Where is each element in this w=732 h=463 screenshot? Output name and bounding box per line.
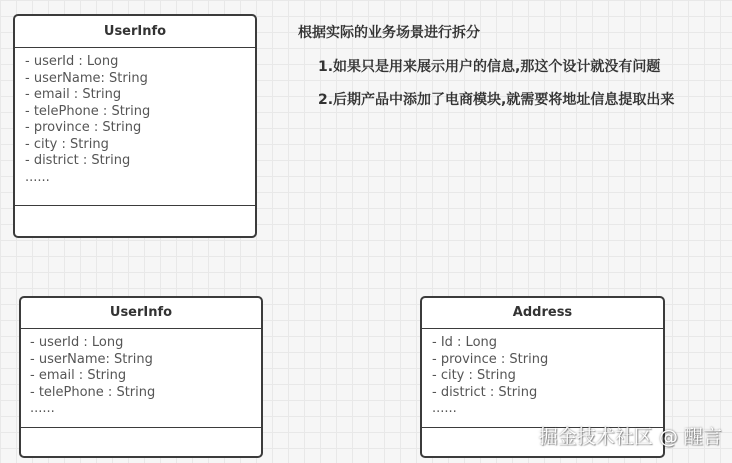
class-name-address: Address: [422, 298, 663, 329]
attribute-telephone: - telePhone : String: [30, 384, 156, 400]
attributes-compartment: [15, 48, 255, 206]
class-name-userinfo: UserInfo: [15, 16, 255, 48]
attribute-province: - province : String: [432, 351, 549, 367]
attribute-username: - userName: String: [25, 70, 148, 86]
userinfo-class-box-split: [19, 296, 263, 458]
attribute-userid: - userId : Long: [30, 335, 124, 350]
userinfo-class-box-original: [13, 14, 257, 238]
class-name-userinfo: UserInfo: [21, 298, 261, 329]
attribute-username: - userName: String: [30, 351, 153, 367]
attribute-userid: - userId : Long: [25, 54, 119, 69]
watermark-text: 掘金技术社区 @ 醒言: [538, 426, 722, 448]
attribute-email: - email : String: [30, 368, 127, 383]
attributes-compartment: [422, 329, 663, 428]
attribute-district: - district : String: [432, 384, 538, 400]
attribute-id: - Id : Long: [432, 335, 498, 350]
note-line-2: 2.后期产品中添加了电商模块,就需要将地址信息提取出来: [318, 92, 675, 108]
attribute-province: - province : String: [25, 120, 142, 135]
attribute-ellipsis: ......: [30, 401, 55, 416]
attribute-ellipsis: ......: [25, 169, 50, 185]
attribute-ellipsis: ......: [432, 401, 457, 416]
attribute-district: - district : String: [25, 153, 131, 168]
attribute-email: - email : String: [25, 87, 122, 102]
attribute-city: - city : String: [432, 368, 516, 383]
attribute-telephone: - telePhone : String: [25, 103, 151, 119]
note-line-1: 1.如果只是用来展示用户的信息,那这个设计就没有问题: [318, 59, 661, 75]
attributes-compartment: [21, 329, 261, 428]
attribute-city: - city : String: [25, 136, 109, 152]
notes-heading: 根据实际的业务场景进行拆分: [298, 25, 480, 41]
